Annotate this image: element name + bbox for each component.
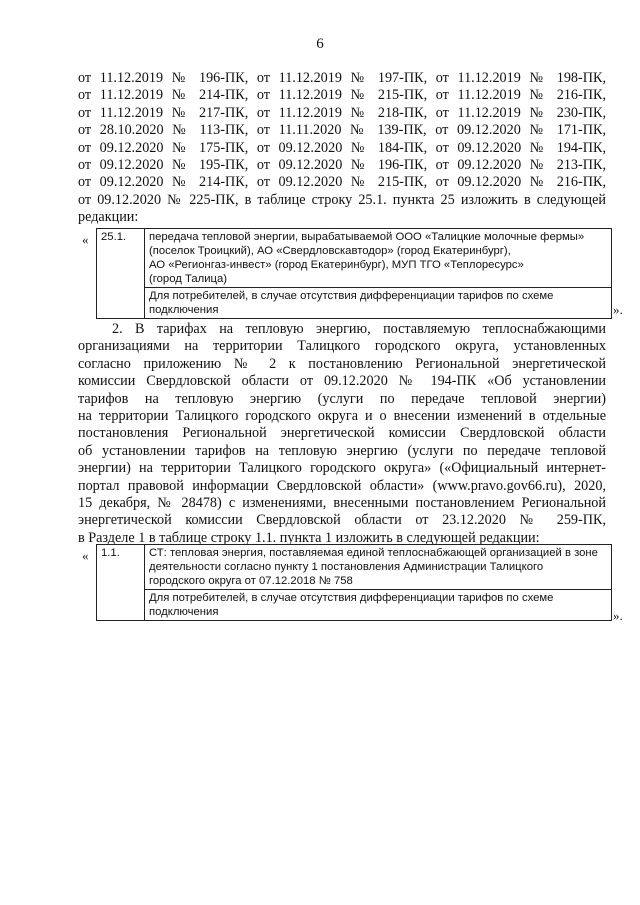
text-line: согласно приложению № 2 к постановлению Региональной энергетической (78, 355, 606, 372)
cell-line: АО «Регионгаз-инвест» (город Екатеринбург), МУП ТГО «Теплоресурс» (149, 259, 524, 271)
cell-line: СТ: тепловая энергия, поставляемая единой теплоснабжающей организацией в зоне (149, 547, 598, 559)
text-line: от 28.10.2020 № 113-ПК, от 11.11.2020 № 139-ПК, от 09.12.2020 № 171-ПК, (78, 122, 606, 139)
open-quote: « (82, 548, 89, 563)
text-line: в Разделе 1 в таблице строку 1.1. пункта 1 изложить в следующей редакции: (78, 529, 540, 546)
cell-line: (город Талица) (149, 273, 228, 285)
text-line: энергетической комиссии Свердловской области от 23.12.2020 № 259-ПК, (78, 512, 606, 529)
text-line: от 09.12.2020 № 225-ПК, в таблице строку 25.1. пункта 25 изложить в следующей (78, 191, 606, 208)
text-line: 2. В тарифах на тепловую энергию, поставляемую теплоснабжающими (112, 321, 606, 337)
text-line: портал правовой информации Свердловской области» (www.pravo.gov66.ru), 2020, (78, 477, 606, 494)
table-cell-description (145, 545, 612, 590)
open-quote: « (82, 232, 89, 247)
text-line: энергии) на территории Талицкого городского округа» («Официальный интернет- (78, 460, 606, 477)
table-cell-consumers (145, 288, 612, 319)
cell-line: деятельности согласно пункту 1 постановления Администрации Талицкого (149, 561, 544, 573)
cell-line: городского округа от 07.12.2018 № 758 (149, 575, 353, 587)
text-line: редакции: (78, 209, 139, 226)
tariff-table-row-25-1 (96, 228, 612, 319)
row-number: 1.1. (97, 545, 145, 621)
close-quote: ». (613, 302, 623, 317)
cell-line: Для потребителей, в случае отсутствия дифференциации тарифов по схеме (149, 290, 554, 302)
text-line: от 09.12.2020 № 175-ПК, от 09.12.2020 № 184-ПК, от 09.12.2020 № 194-ПК, (78, 139, 606, 156)
paragraph-amendment-list (78, 70, 606, 227)
text-line: постановления Региональной энергетической комиссии Свердловской области (78, 425, 606, 442)
cell-line: Для потребителей, в случае отсутствия дифференциации тарифов по схеме (149, 592, 554, 604)
table-cell-consumers (145, 590, 612, 621)
tariff-table-row-1-1 (96, 544, 612, 621)
page-number: 6 (316, 36, 324, 52)
paragraph-item-2 (78, 321, 606, 547)
cell-line: подключения (149, 304, 219, 316)
text-line: комиссии Свердловской области от 09.12.2020 № 194-ПК «Об установлении (78, 373, 606, 390)
text-line: организациями на территории Талицкого городского округа, установленных (78, 338, 606, 355)
cell-line: передача тепловой энергии, вырабатываемой ООО «Талицкие молочные фермы» (149, 231, 585, 243)
text-line: от 11.12.2019 № 196-ПК, от 11.12.2019 № 197-ПК, от 11.12.2019 № 198-ПК, (78, 70, 606, 86)
text-line: от 09.12.2020 № 214-ПК, от 09.12.2020 № 215-ПК, от 09.12.2020 № 216-ПК, (78, 174, 606, 191)
cell-line: подключения (149, 606, 219, 618)
text-line: об установлении тарифов на тепловую энергию (услуги по передаче тепловой (78, 442, 606, 459)
cell-line: (поселок Троицкий), АО «Свердловскавтодор» (город Екатеринбург), (149, 245, 511, 257)
close-quote: ». (613, 608, 623, 623)
text-line: на территории Талицкого городского округа и о внесении изменений в отдельные (78, 408, 606, 425)
table-cell-description (145, 229, 612, 288)
text-line: тарифов на тепловую энергию (услуги по передаче тепловой энергии) (78, 390, 606, 407)
row-number: 25.1. (97, 229, 145, 319)
text-line: от 09.12.2020 № 195-ПК, от 09.12.2020 № 196-ПК, от 09.12.2020 № 213-ПК, (78, 157, 606, 174)
text-line: 15 декабря, № 28478) с изменениями, внесенными постановлением Региональной (78, 495, 606, 512)
text-line: от 11.12.2019 № 217-ПК, от 11.12.2019 № 218-ПК, от 11.12.2019 № 230-ПК, (78, 104, 606, 121)
text-line: от 11.12.2019 № 214-ПК, от 11.12.2019 № 215-ПК, от 11.12.2019 № 216-ПК, (78, 87, 606, 104)
